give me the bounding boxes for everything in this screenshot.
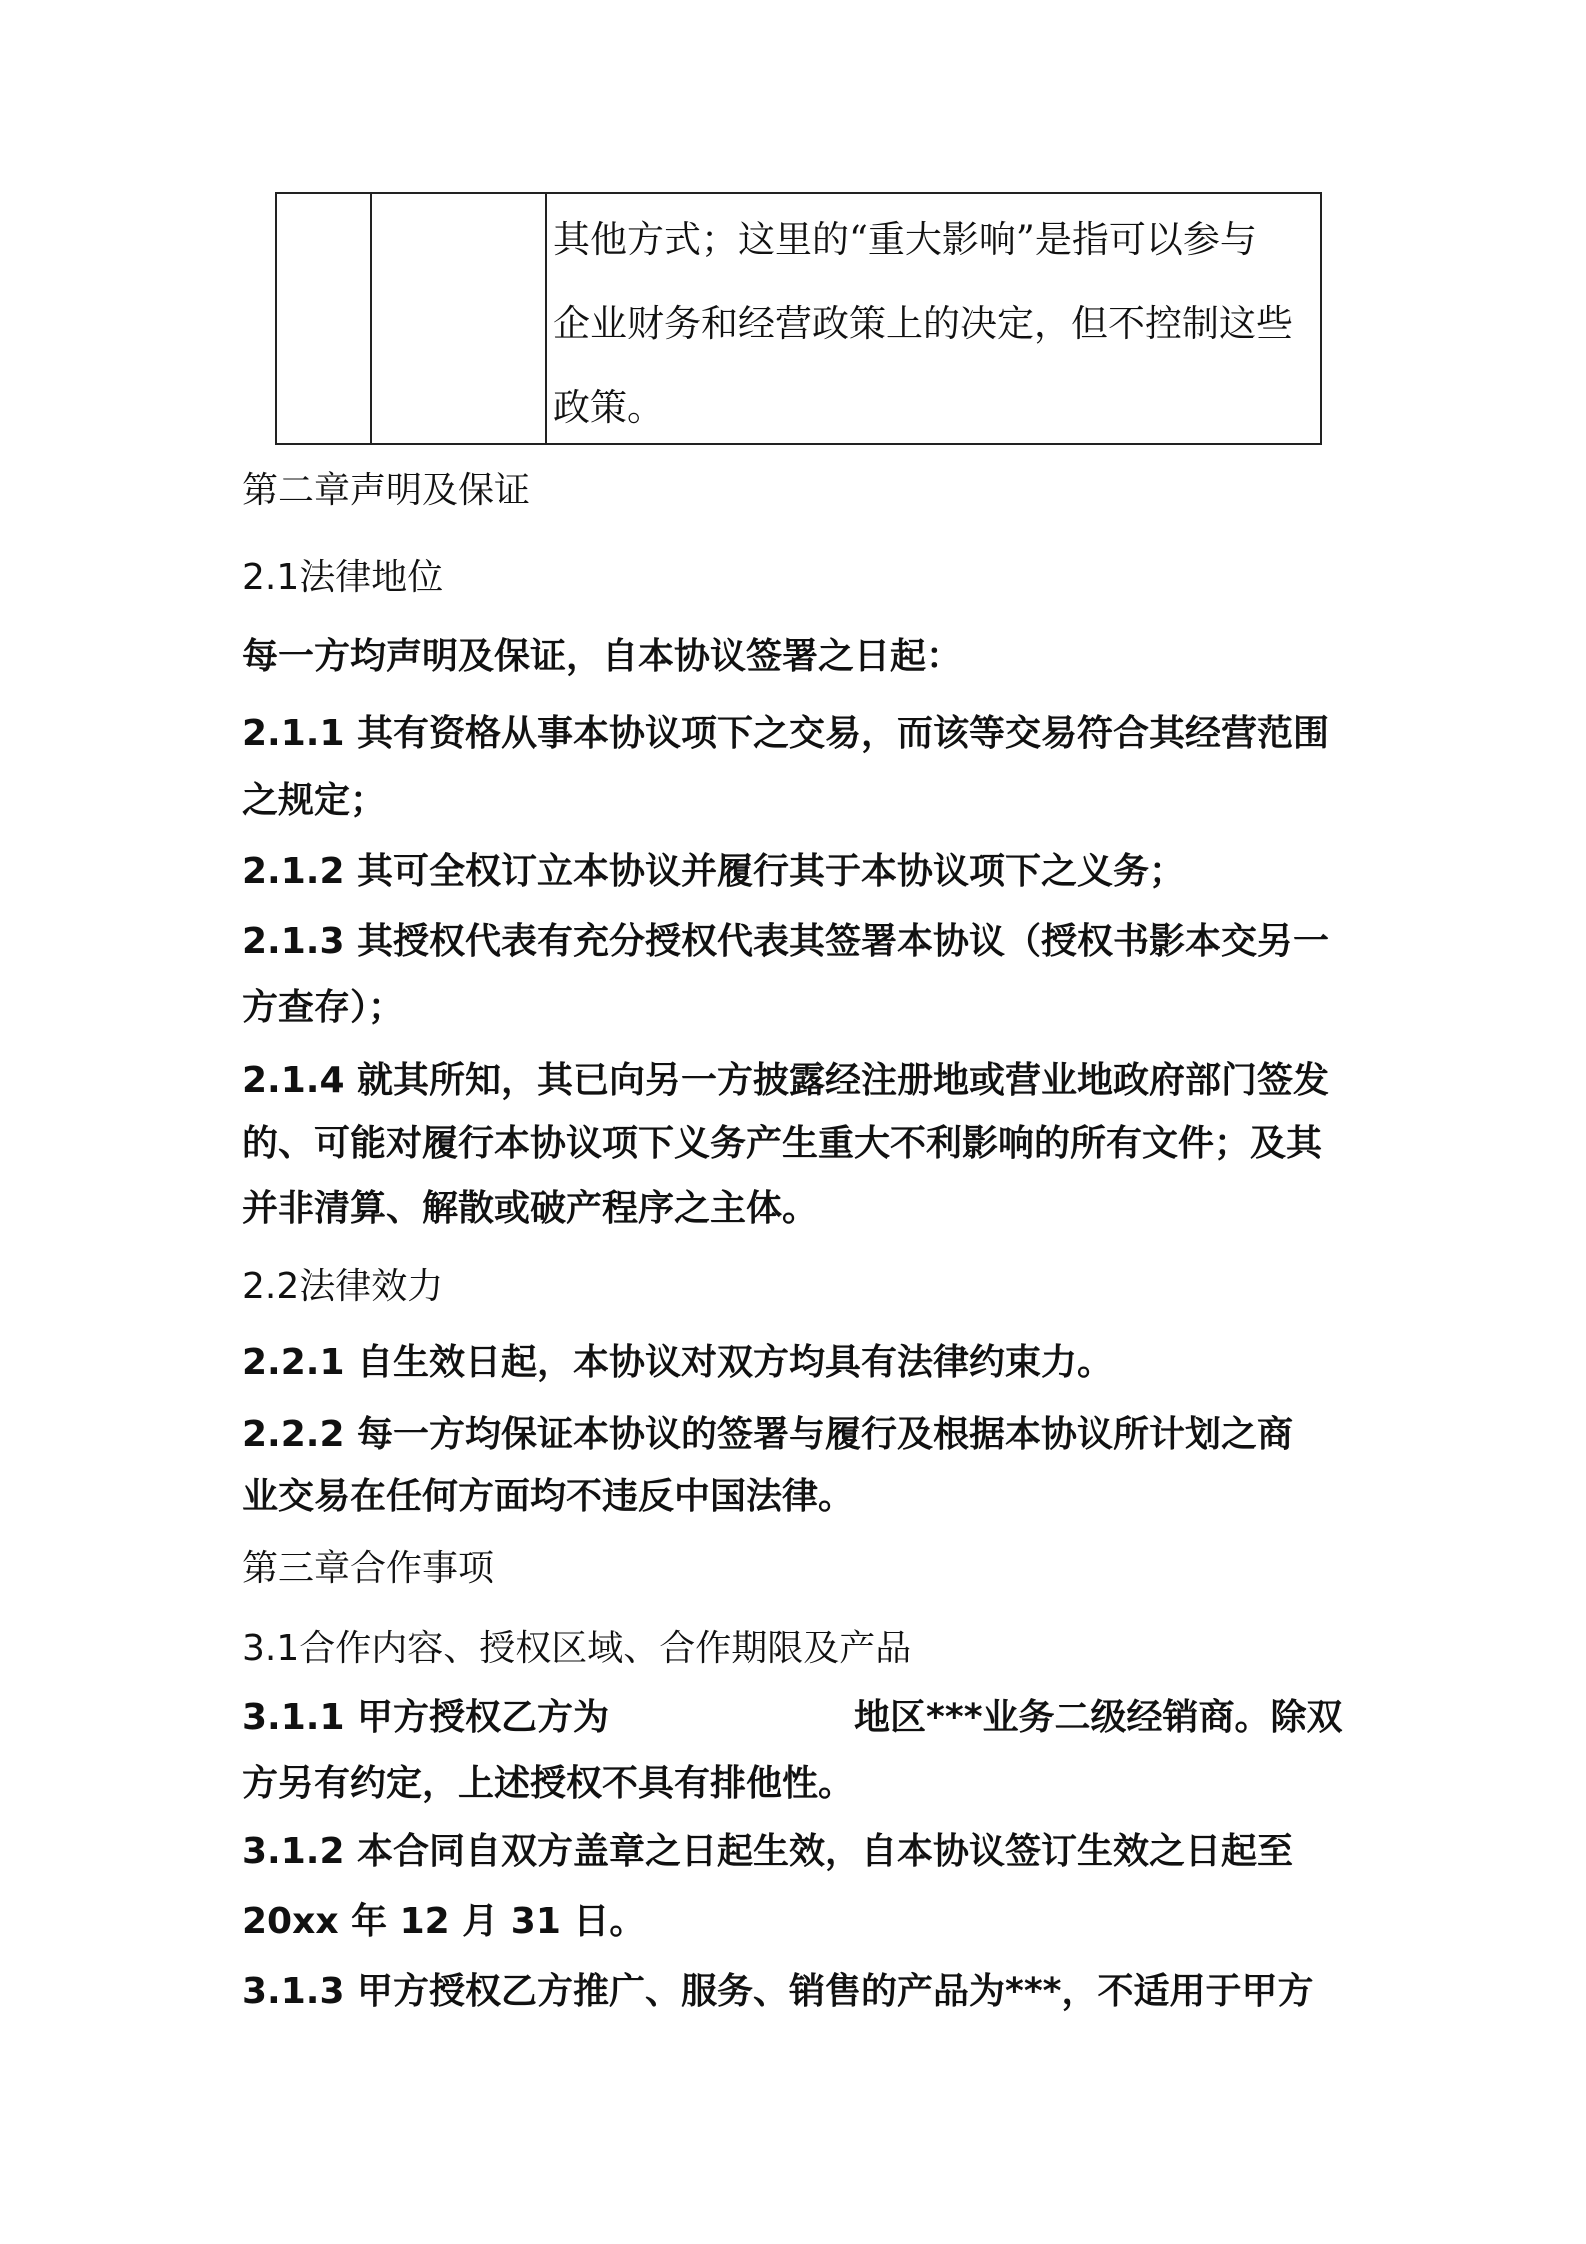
- clause-2-1-3-line-1: 2.1.3 其授权代表有充分授权代表其签署本协议（授权书影本交另一: [242, 921, 1330, 962]
- clause-2-2-1: 2.2.1 自生效日起，本协议对双方均具有法律约束力。: [242, 1342, 1114, 1383]
- clause-2-1-4-line-2: 的、可能对履行本协议项下义务产生重大不利影响的所有文件；及其: [242, 1123, 1323, 1164]
- clause-2-1-2: 2.1.2 其可全权订立本协议并履行其于本协议项下之义务；: [242, 851, 1186, 892]
- definitions-table-fragment: [275, 192, 1322, 445]
- table-bottom-border: [275, 192, 1322, 194]
- table-column-border: [275, 192, 277, 445]
- table-cell-line: 政策。: [553, 386, 664, 429]
- clause-3-1-1-line-2: 方另有约定，上述授权不具有排他性。: [242, 1763, 855, 1804]
- clause-2-2-2-line-1: 2.2.2 每一方均保证本协议的签署与履行及根据本协议所计划之商: [242, 1414, 1294, 1455]
- chapter-3-title: 第三章合作事项: [242, 1548, 495, 1589]
- clause-2-1-1-line-1: 2.1.1 其有资格从事本协议项下之交易，而该等交易符合其经营范围: [242, 713, 1330, 754]
- clause-2-1-4-line-3: 并非清算、解散或破产程序之主体。: [242, 1188, 819, 1229]
- table-cell-line: 企业财务和经营政策上的决定，但不控制这些: [553, 302, 1293, 345]
- clause-3-1-1-line-1: [242, 1689, 1343, 1740]
- clause-3-1-2-line-1: 3.1.2 本合同自双方盖章之日起生效，自本协议签订生效之日起至: [242, 1831, 1294, 1872]
- clause-2-2-2-line-2: 业交易在任何方面均不违反中国法律。: [242, 1476, 855, 1517]
- section-2-2-title: 2.2法律效力: [242, 1266, 444, 1307]
- chapter-2-title: 第二章声明及保证: [242, 470, 531, 511]
- table-cell-definition: [545, 198, 1305, 450]
- clause-3-1-1-text-after-blank: 地区***业务二级经销商。除双: [854, 1697, 1343, 1738]
- table-column-border: [1320, 192, 1322, 445]
- section-3-1-title: 3.1合作内容、授权区域、合作期限及产品: [242, 1628, 912, 1669]
- clause-2-1-1-line-2: 之规定；: [242, 780, 387, 821]
- clause-3-1-2-line-2: 20xx 年 12 月 31 日。: [242, 1901, 646, 1942]
- section-2-1-intro: 每一方均声明及保证，自本协议签署之日起：: [242, 636, 963, 677]
- clause-2-1-3-line-2: 方查存）；: [242, 987, 405, 1028]
- table-column-border: [370, 192, 372, 445]
- clause-3-1-3-line-1: 3.1.3 甲方授权乙方推广、服务、销售的产品为***，不适用于甲方: [242, 1971, 1314, 2012]
- section-2-1-title: 2.1法律地位: [242, 557, 444, 598]
- clause-3-1-1-text-before-blank: 3.1.1 甲方授权乙方为: [242, 1697, 610, 1738]
- clause-2-1-4-line-1: 2.1.4 就其所知，其已向另一方披露经注册地或营业地政府部门签发: [242, 1060, 1330, 1101]
- table-cell-line: 其他方式；这里的“重大影响”是指可以参与: [553, 218, 1257, 261]
